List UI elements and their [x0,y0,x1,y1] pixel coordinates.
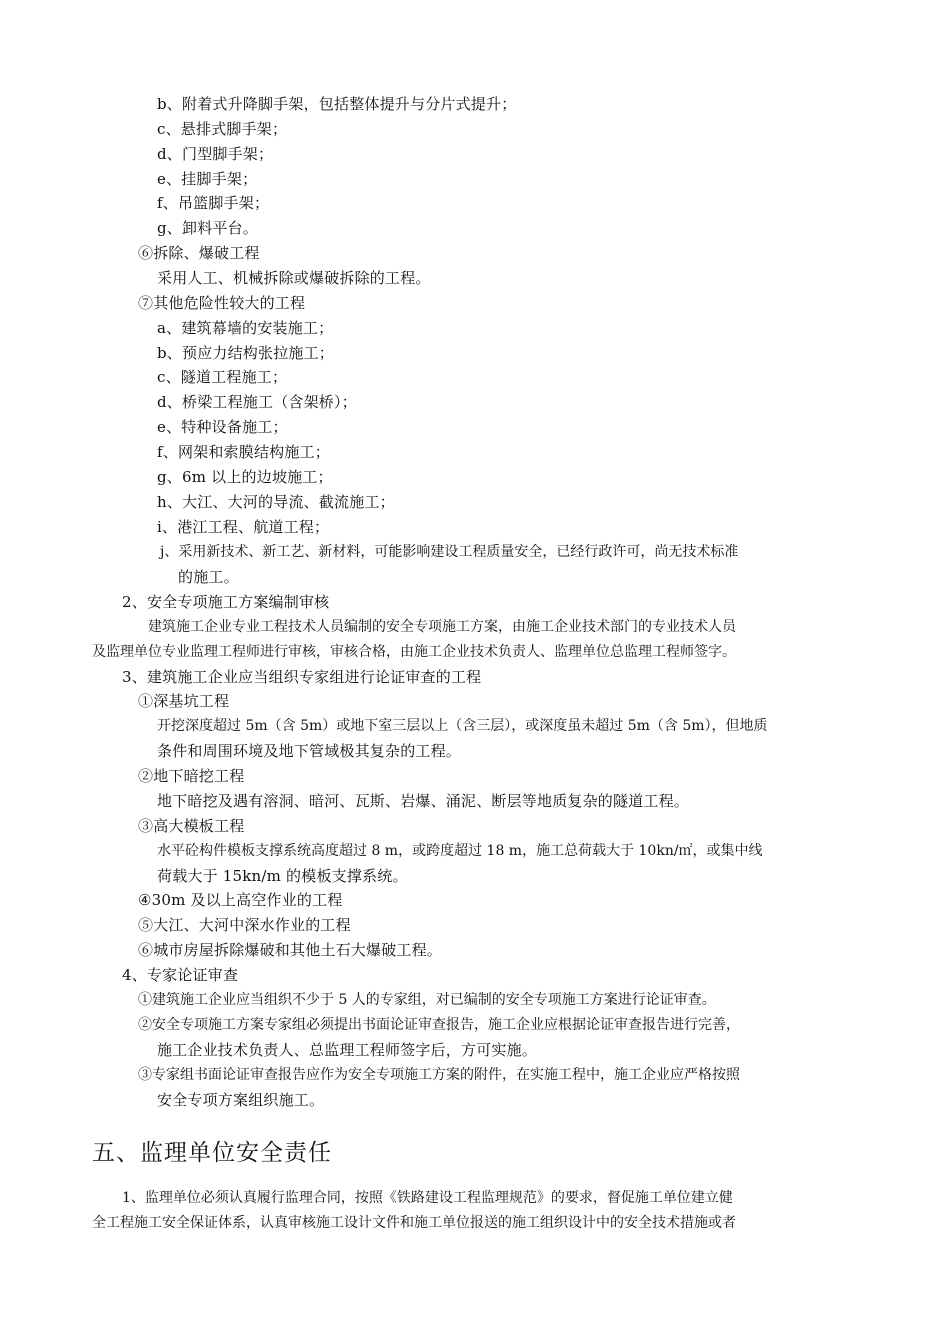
text-line: 地下暗挖及遇有溶洞、暗河、瓦斯、岩爆、涌泥、断层等地质复杂的隧道工程。 [157,792,690,810]
text-line: ①建筑施工企业应当组织不少于 5 人的专家组，对已编制的安全专项施工方案进行论证审查。 [138,992,716,1008]
section-heading: 五、监理单位安全责任 [92,1140,332,1166]
text-line: 3、建筑施工企业应当组织专家组进行论证审查的工程 [122,668,482,686]
text-line: c、悬排式脚手架； [157,120,288,138]
text-line: 水平砼构件模板支撑系统高度超过 8 m，或跨度超过 18 m，施工总荷载大于 10kn/㎡，或集中线 [157,843,763,859]
text-line: c、隧道工程施工； [157,368,288,386]
text-line: a、建筑幕墙的安装施工； [157,319,334,337]
text-line: 建筑施工企业专业工程技术人员编制的安全专项施工方案，由施工企业技术部门的专业技术人员 [148,619,736,635]
text-line: g、卸料平台。 [157,219,259,237]
text-line: 1、监理单位必须认真履行监理合同，按照《铁路建设工程监理规范》的要求，督促施工单位建立健 [122,1190,733,1206]
text-line: j、采用新技术、新工艺、新材料，可能影响建设工程质量安全，已经行政许可，尚无技术标准 [160,544,739,560]
text-line: 的施工。 [178,568,239,586]
text-line: 及监理单位专业监理工程师进行审核，审核合格，由施工企业技术负责人、监理单位总监理工程师签字。 [92,644,736,660]
text-line: e、特种设备施工； [157,418,288,436]
text-line: 开挖深度超过 5m（含 5m）或地下室三层以上（含三层），或深度虽未超过 5m（含 5m），但地质 [157,718,768,734]
text-line: ③高大模板工程 [138,817,245,835]
text-line: ②安全专项施工方案专家组必须提出书面论证审查报告，施工企业应根据论证审查报告进行完善， [138,1017,740,1033]
text-line: b、附着式升降脚手架，包括整体提升与分片式提升； [157,95,517,113]
text-line: f、网架和索膜结构施工； [157,443,330,461]
text-line: d、桥梁工程施工（含架桥）； [157,393,357,411]
text-line: ⑦其他危险性较大的工程 [138,294,306,312]
text-line: f、吊篮脚手架； [157,194,270,212]
text-line: ①深基坑工程 [138,692,230,710]
text-line: 2、安全专项施工方案编制审核 [122,593,330,611]
text-line: b、预应力结构张拉施工； [157,344,335,362]
text-line: 荷载大于 15kn/m 的模板支撑系统。 [157,867,408,885]
text-line: d、门型脚手架； [157,145,274,163]
text-line: ⑥城市房屋拆除爆破和其他土石大爆破工程。 [138,941,443,959]
text-line: g、6m 以上的边坡施工； [157,468,333,486]
text-line: ⑤大江、大河中深水作业的工程 [138,916,351,934]
text-line: ②地下暗挖工程 [138,767,245,785]
text-line: i、港江工程、航道工程； [157,518,330,536]
text-line: 安全专项方案组织施工。 [157,1091,325,1109]
text-line: ⑥拆除、爆破工程 [138,244,260,262]
text-line: ③专家组书面论证审查报告应作为安全专项施工方案的附件，在实施工程中，施工企业应严格按照 [138,1067,740,1083]
text-line: 采用人工、机械拆除或爆破拆除的工程。 [157,269,431,287]
text-line: h、大江、大河的导流、截流施工； [157,493,395,511]
text-line: 4、专家论证审查 [122,966,239,984]
text-line: 全工程施工安全保证体系，认真审核施工设计文件和施工单位报送的施工组织设计中的安全技术措施或者 [92,1215,736,1231]
text-line: ④30m 及以上高空作业的工程 [138,891,343,909]
text-line: 条件和周围环境及地下管域极其复杂的工程。 [157,742,462,760]
text-line: e、挂脚手架； [157,170,258,188]
text-line: 施工企业技术负责人、总监理工程师签字后，方可实施。 [157,1041,538,1059]
